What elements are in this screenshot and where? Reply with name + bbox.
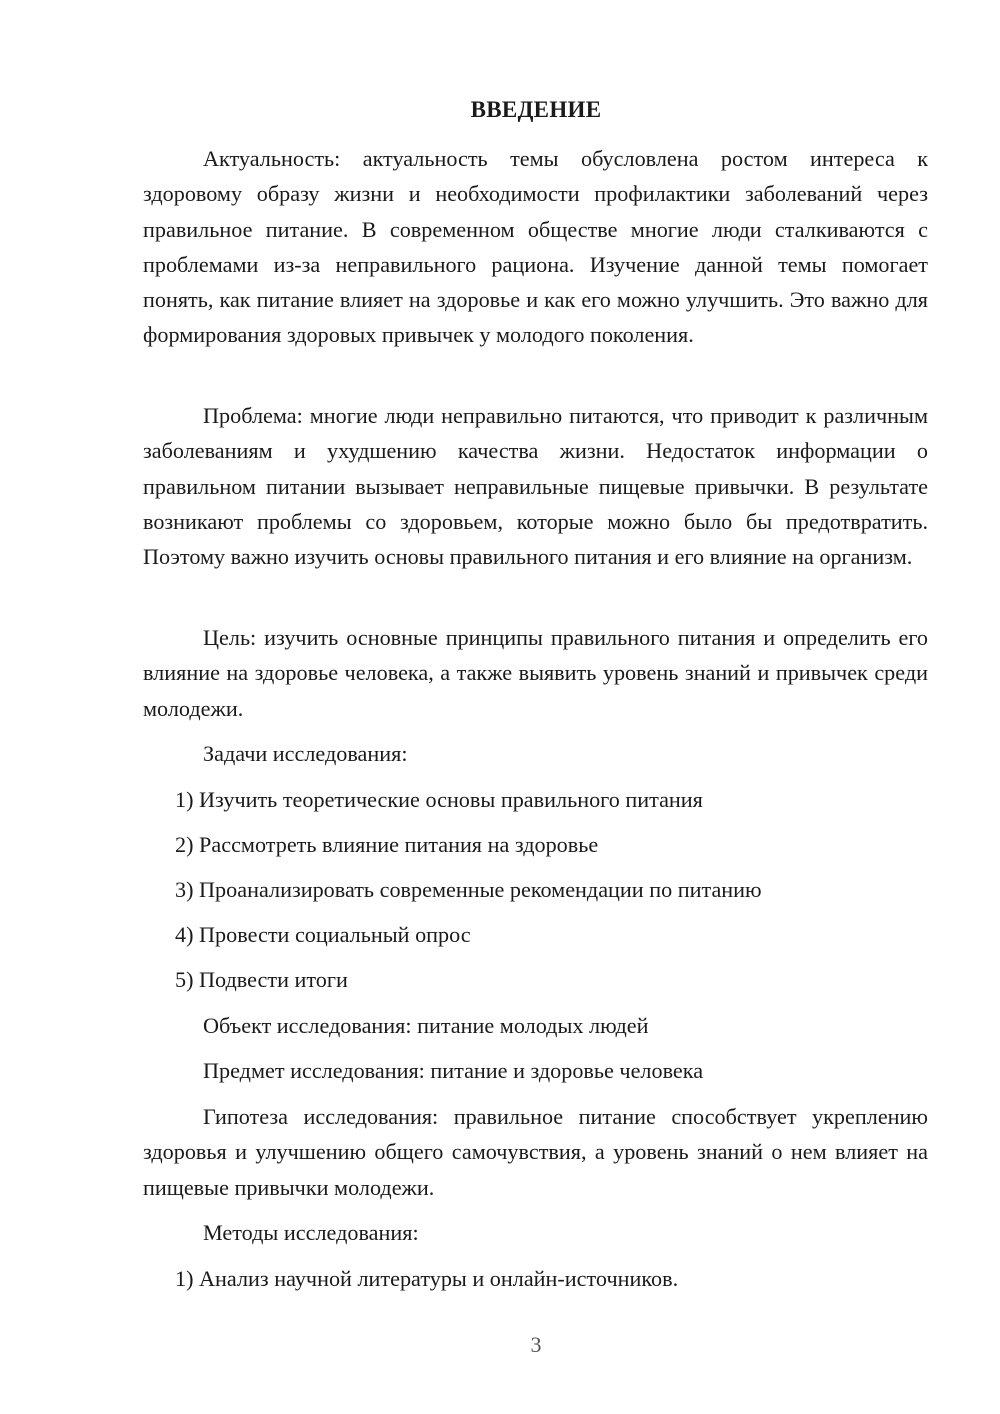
methods-heading: Методы исследования: bbox=[203, 1220, 419, 1245]
task-item-1: 1) Изучить теоретические основы правильного питания bbox=[175, 787, 703, 812]
tasks-heading: Задачи исследования: bbox=[203, 741, 408, 766]
task-item-4: 4) Провести социальный опрос bbox=[175, 922, 471, 947]
research-object: Объект исследования: питание молодых людей bbox=[203, 1013, 649, 1038]
task-item-5: 5) Подвести итоги bbox=[175, 967, 348, 992]
goal-paragraph: Цель: изучить основные принципы правильного питания и определить его влияние на здоровье человека, а также выявить уровень знаний и привычек среди молодежи. bbox=[143, 625, 928, 721]
method-item-1: 1) Анализ научной литературы и онлайн-источников. bbox=[175, 1266, 679, 1291]
task-item-2: 2) Рассмотреть влияние питания на здоровье bbox=[175, 832, 599, 857]
task-item-3: 3) Проанализировать современные рекомендации по питанию bbox=[175, 877, 762, 902]
relevance-paragraph: Актуальность: актуальность темы обусловлена ростом интереса к здоровому образу жизни и необходимости профилактики заболеваний через правильное питание. В современном обществе многие люди сталкиваются с проблемами из-за неправильного рациона. Изучение данной темы помогает понять, как питание влияет на здоровье и как его можно улучшить. Это важно для формирования здоровых привычек у молодого поколения. bbox=[143, 146, 928, 348]
page-title: ВВЕДЕНИЕ bbox=[470, 97, 602, 122]
hypothesis-paragraph: Гипотеза исследования: правильное питание способствует укреплению здоровья и улучшению общего самочувствия, а уровень знаний о нем влияет на пищевые привычки молодежи. bbox=[143, 1104, 928, 1200]
problem-paragraph: Проблема: многие люди неправильно питаются, что приводит к различным заболеваниям и ухудшению качества жизни. Недостаток информации о правильном питании вызывает неправильные пищевые привычки. В результате возникают проблемы со здоровьем, которые можно было бы предотвратить. Поэтому важно изучить основы правильного питания и его влияние на организм. bbox=[143, 403, 928, 570]
page-number: 3 bbox=[530, 1332, 542, 1357]
research-subject: Предмет исследования: питание и здоровье человека bbox=[203, 1058, 704, 1083]
